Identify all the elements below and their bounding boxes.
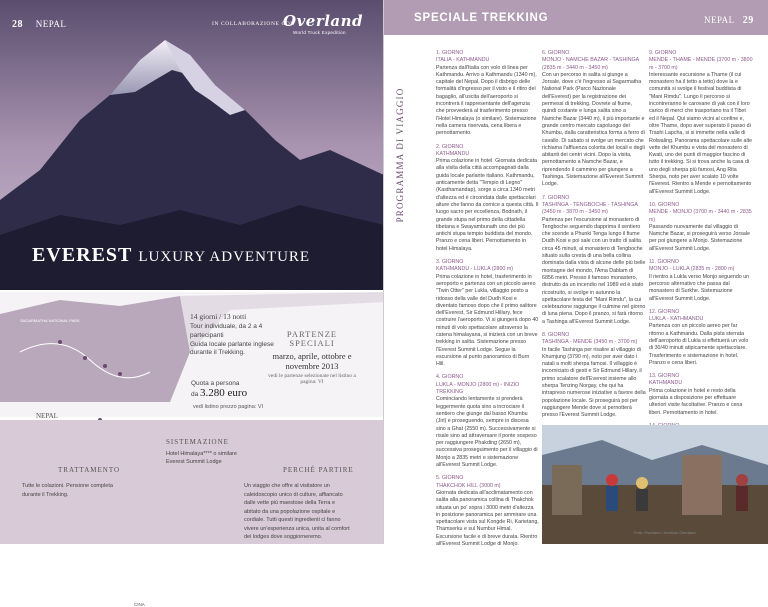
right-page-header xyxy=(704,15,754,26)
programma-label: PROGRAMMA DI VIAGGIO xyxy=(395,87,405,223)
banner-title: SPECIALE TREKKING xyxy=(414,12,549,24)
map-label-cina: CINA xyxy=(134,602,145,607)
trekkers-photo xyxy=(542,425,768,544)
day-text: Partenza dall'Italia con volo di linea per Kathmandu. Arrivo a Kathmandu (1340 m), capitale del Nepal. Dopo il disbrigo delle formalità d'ingresso per il visto e il ritiro del bagaglio, all'uscita dell'aeroporto si incontrerà il rappresentante dell'agenzia che provvederà al trasferimento presso l'Hotel Himalaya (o similare). Sistemazione nella camera riservata, cena libera e pernottamento. xyxy=(436,64,537,137)
itinerary-column-2 xyxy=(542,50,646,426)
speciale-banner xyxy=(384,0,768,35)
listino-ref: vedi listino prezzo pagina: VI xyxy=(193,404,264,410)
day-text: Il rientro a Lukla verso Monjo seguendo un percorso alternativo che passa dal monastero di Surkhe. Sistemazione all'Everest Summit Lodge. xyxy=(649,273,750,302)
day-heading: 8. GIORNO TASHINGA - MENDE (3450 m - 3700 m) xyxy=(542,331,638,346)
collab-text: IN COLLABORAZIONE CON xyxy=(212,21,295,27)
day-heading: 1. GIORNO ITALIA - KATHMANDU xyxy=(436,50,490,64)
trip-guide: Guida locale parlante inglese durante il Trekking. xyxy=(190,340,274,357)
day-10 xyxy=(649,202,753,253)
logo-sub: World Truck Expedition xyxy=(293,30,346,35)
map-label-park: SAGARMATHA NATIONAL PARK xyxy=(20,318,80,323)
trip-tour-type: Tour individuale, da 2 a 4 partecipanti xyxy=(190,323,263,339)
day-heading: 11. GIORNO MONJO - LUKLA (2835 m - 2800 m) xyxy=(649,259,735,273)
price-box xyxy=(191,380,247,399)
day-text: Partenza con un piccolo aereo per far ritorno a Kathmandu. Dalla pista sterrata dell'aeroporto di Lukla si effettuerà un volo di 30/40 minuti atipicamente spettacolare. Trasferimento e sistemazione in hotel. Pranzo e cena liberi. xyxy=(649,323,749,366)
overland-logo xyxy=(283,12,363,35)
left-page-number: 28 xyxy=(12,19,23,30)
day-text: Interessante escursione a Thame (il cui monastero ha il tetto a tetto) dove la e comunità si svolge il festival buddista di "Mani Rimdu". Lungo il percorso si incontreranno le carovane di yak con il loro carico di merci che trasportano tra il Tibet ed il Nepal. Qui siamo vicini al confine e, oltre Thame, dopo aver superato il passo di Trashi Lapcha, si si immette nella valle di Rolwaling. Panorama spettacolare sulle alte vette del Khumbu e vista del monastero di Kwati, uno dei punti di maggior fascino di tutto il trekking. Si si trova anche la casa di uno degli sherpa più famosi, Ang Rita Sherpa, noto per aver scalato 10 volte l'Everest. Rientro a Mende e pernottamento all'Everest Summit Lodge. xyxy=(649,71,753,195)
perche-title: PERCHÉ PARTIRE xyxy=(283,466,354,474)
itinerary-column-3 xyxy=(649,50,753,465)
day-text: Giornata dedicata all'acclimatamento con salita alla panoramica collina di Thakchok situata un po' sopra i 3000 metri d'altezza in posizione panoramica per ammirare una spettacolare vista sul Kongde Ri, Karietang, Thamserku e sul Numbur Himal. Escursione facile e di breve durata. Rientro all'Everest Summit Lodge di Monjo. xyxy=(436,489,539,547)
day-6 xyxy=(542,50,646,189)
special-departures xyxy=(268,330,356,385)
day-text: Con un percorso in salita si giunge a Jorsale, dove c'è l'ingresso al Sagarmatha National Park (Parco Nazionale dell'Everest) per la registrazione dei permessi di trekking. Dovrete al fiume, quindi costante e lunga salita sino a Namche Bazar (3440 m), il più importante e grande centro mercato capoluogo dei Khumbu, dalla caratteristica forma a ferro di cavallo. Di sabato si svolge un mercato che richiama l'affluenza colorita dei locali e degli abitanti dei centri vicini. Dopo la visita, pernottamento a Namche Bazar, e riprendendo il cammino per giungere a Tashinga. Sistemazione all'Everest Summit Lodge. xyxy=(542,71,645,188)
day-heading: 5. GIORNO THAKCHOK HILL (3000 m) xyxy=(436,475,501,489)
partenze-note: vedi le partenze selezionate nel listino a pagina: VI xyxy=(268,373,356,386)
right-page-number: 29 xyxy=(742,15,754,26)
day-heading: 12. GIORNO LUKLA - KATHMANDU xyxy=(649,308,704,323)
trattamento-text: Tutte le colazioni. Pensione completa durante il Trekking. xyxy=(22,483,113,498)
day-9 xyxy=(649,50,753,196)
day-heading: 13. GIORNO KATHMANDU xyxy=(649,373,683,387)
price-value: 3.280 euro xyxy=(200,387,248,399)
trip-info xyxy=(190,312,280,358)
day-text: Prima colazione in hotel, trasferimento in aeroporto e partenza con un piccolo aereo "Twin Otter" per Lukla, villaggio posto a ridosso della valle del Dudh Kosi e diventato famoso dopo che il primo salitore dell'Everest, Sir Edmund Hillary, fece costruire l'aeroporto. Vi si giungerà dopo 40 minuti di volo spettacolare attraverso la catena himalayana, si inizierà con un breve trekking in salita. Sistemazione presso l'Everest Summit Lodge. Segue la escursione al punto panoramico di Burn Hill. xyxy=(436,273,539,368)
day-heading: 4. GIORNO LUKLA - MONJO (2800 m) - INIZIO TREKKING xyxy=(436,374,520,396)
programma-vertical xyxy=(384,30,412,290)
everest-photo xyxy=(0,0,384,290)
right-section-label: NEPAL xyxy=(704,15,735,25)
day-heading: 3. GIORNO KATHMANDU - LUKLA (2800 m) xyxy=(436,259,514,273)
day-8 xyxy=(542,332,646,420)
day-heading: 2. GIORNO KATHMANDU xyxy=(436,143,470,157)
day-12 xyxy=(649,309,753,367)
right-page xyxy=(384,0,768,547)
partenze-dates: marzo, aprile, ottobre e novembre 2013 xyxy=(272,350,352,371)
price-label: Quota a persona xyxy=(191,380,240,387)
day-heading: 7. GIORNO TASHINGA - TENGBOCHE - TASHINGA (3450 m - 3870 m - 3450 m) xyxy=(542,194,638,216)
itinerary-column-1 xyxy=(436,50,539,554)
day-5 xyxy=(436,475,539,548)
map-label-nepal: NEPAL xyxy=(36,412,58,420)
perche-text: Un viaggio che offre al visitatore un caleidoscopio unico di culture, affiancato dalle vette più maestose della Terra e abitato da una popolazione ospitale e cordiale. Tutti questi ingredienti ci fanno vivere un'esperienza unica, unita al comfort dei lodges dove soggiorneremo. xyxy=(244,483,350,541)
day-7 xyxy=(542,195,646,326)
trip-title xyxy=(32,244,310,267)
day-heading: 9. GIORNO MENDE - THAME - MENDE (3700 m - 3800 m - 3700 m) xyxy=(649,50,753,71)
day-3 xyxy=(436,259,539,368)
sistemazione-line-1: Hotel Himalaya**** o similare xyxy=(166,451,237,457)
day-11 xyxy=(649,259,753,303)
day-heading: 6. GIORNO MONJO - NAMCHE BAZAR - TASHINGA (2835 m - 3440 m - 3450 m) xyxy=(542,50,639,71)
photo-credit: Foto: Overland • Archivio Overland xyxy=(634,530,696,535)
trip-duration: 14 giorni / 13 notti xyxy=(190,312,247,321)
price-from: da xyxy=(191,391,199,398)
title-luxury: LUXURY ADVENTURE xyxy=(138,249,311,265)
day-1 xyxy=(436,50,539,138)
day-heading: 10. GIORNO MENDE - MONJO (3700 m - 3440 m - 2835 m) xyxy=(649,201,752,223)
sistemazione-line-2: Everest Summit Lodge xyxy=(166,459,222,466)
left-page-header xyxy=(12,19,66,30)
sistemazione-text xyxy=(166,450,237,467)
logo-name: Overland xyxy=(283,12,364,30)
title-everest: EVEREST xyxy=(32,244,133,266)
left-section-label: NEPAL xyxy=(35,19,67,29)
day-text: In facile Tashinga per risalire al villaggio di Khumjung (3790 m), noto per aver dato i natali a molti sherpa famosi. Il villaggio è incorniciato di gesti e Sir Edmund Hillary, il primo scalatore dell'Everest insieme allo sherpa Tenzing Norgay, che qui ha intrapreso numerose iniziative a favore della popolazione locale. Si proseguirà poi per raggiungere Mende dove si pernotterà presso l'Everest Summit Lodge. xyxy=(542,346,646,419)
trekkers-photo-graphic xyxy=(542,425,768,544)
partenze-label-2: SPECIALI xyxy=(289,338,335,349)
day-text: Prima colazione in hotel. Giornata dedicata alla visita della città accompagnati dalla guida locale parlante italiano. Kathmandu, anticamente detta "Tempio di Legno" (Kasthamandap), sorge a circa 1340 metri d'altezza ed è circondata dalle spettacolari alture che fanno da cornice a questa città. Il luogo sacro per eccellenza, Bodnath, il grande stupa nel primo della cittadella tibetana e Swayambunath uno dei più antichi stupa tempio buddista del mondo. Pranzo e cena liberi. Pernottamento in hotel Himalaya. xyxy=(436,158,539,252)
day-text: Cominciando lentamente si prenderà leggermente quota sino a incrociare il sentiero che giunge dal basso Khumbu (Jiri) e proseguendo, sempre in discesa sino a Ghat (2550 m). Successivamente si risale sino ad attraversare il ponte sospeso per raggiungere Phakding (2650 m), successiva proseguimento per il villaggio di Monjo a 2835 metri e sistemazione all'Everest Summit Lodge. xyxy=(436,396,538,469)
day-text: Prima colazione in hotel e resto della giornata a disposizione per effettuare ulteriori visite facoltative. Pranzo e cena liberi. Pernottamento in hotel. xyxy=(649,387,743,416)
trattamento-title: TRATTAMENTO xyxy=(58,466,121,474)
sistemazione-title: SISTEMAZIONE xyxy=(166,438,229,446)
day-text: Partenza per l'escursione al monastero di Tengboche seguendo dapprima il sentiero che scende a Phunki Tenga lungo il fiume Dudh Kosi e poi sale con un tratto di salita circa 45 minuti, al monastero di Tengboche situato sulla cresta di una bella collina dominata dalla vista di alcune delle più belle montagne del mondo, l'Ama Dablam di 6856 metri. Presso il famoso monastero, distrutto da un incendio nel 1989 ed è stato ricostruito, si svolge in autunno la spettacolare festa del "Mani Rimdu", la cui celebrazione raggiunge il culmine nel giorno di luna piena. Dopo il pranzo, si farà ritorno a Tashinga all'Everest Summit Lodge. xyxy=(542,216,646,325)
day-13 xyxy=(649,373,753,417)
day-text: Passando nuovamente dal villaggio di Namche Bazar, si proseguirà verso Jorsale per poi giungere a Monjo. Sistemazione all'Everest Summit Lodge. xyxy=(649,223,750,252)
day-2 xyxy=(436,144,539,253)
partenze-label-1: PARTENZE xyxy=(286,329,338,339)
day-4 xyxy=(436,374,539,469)
